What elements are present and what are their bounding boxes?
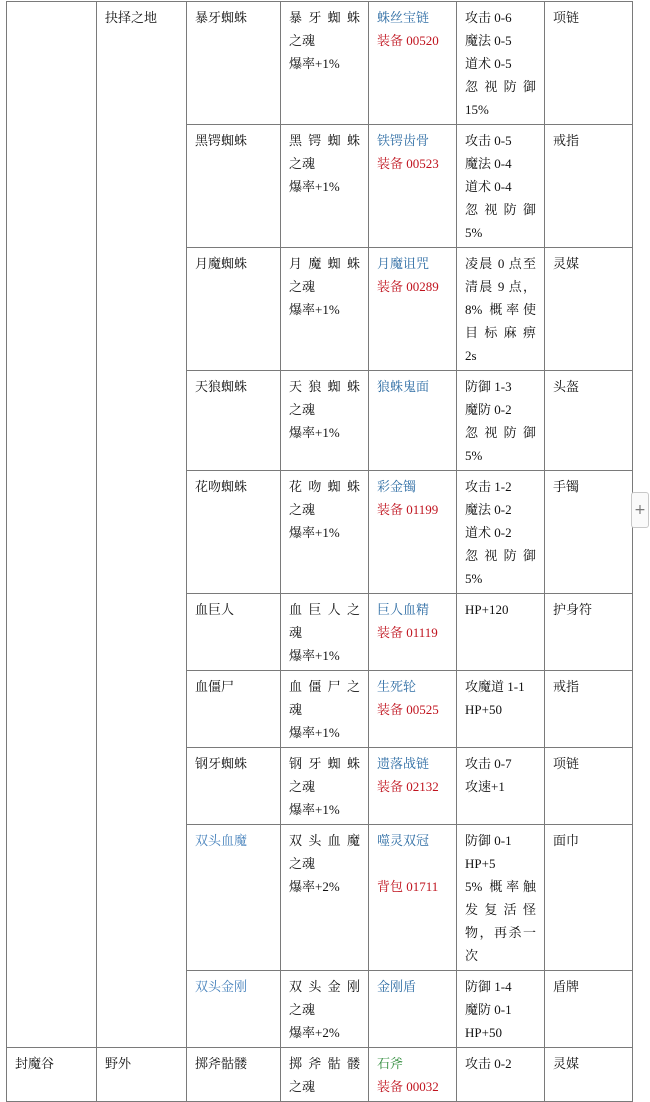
monster-cell — [187, 671, 281, 748]
attr-cell — [457, 248, 545, 371]
monster-name: 掷斧骷髅 — [195, 1056, 248, 1071]
region-cell: 封魔谷 — [7, 1048, 97, 1102]
attribute-line: HP+5 — [465, 856, 496, 871]
soul-item-line: 钢牙蜘蛛 — [289, 756, 360, 771]
attribute-line: HP+50 — [465, 702, 502, 717]
item-cell — [369, 248, 457, 371]
attribute-line: 魔防 0-2 — [465, 402, 512, 417]
monster-name: 双头金刚 — [195, 979, 248, 994]
attribute-line: 目标麻痹 — [465, 325, 536, 340]
soul-item-line: 之魂 — [289, 402, 316, 417]
attribute-line: 攻击 0-2 — [465, 1056, 512, 1071]
attribute-line: 物，再杀一 — [465, 925, 536, 940]
attribute-line: 忽视防御 — [465, 79, 536, 94]
attribute-line: 凌晨 0 点至 — [465, 256, 536, 271]
slot-cell: 手镯 — [545, 471, 633, 594]
soul-cell — [281, 248, 369, 371]
soul-cell — [281, 2, 369, 125]
region-cell — [7, 2, 97, 1048]
attribute-line: 8% 概率使 — [465, 302, 536, 317]
drop-item-name: 石斧 — [377, 1056, 404, 1071]
item-code: 装备 00525 — [377, 702, 439, 717]
drop-item-name: 蛛丝宝链 — [377, 10, 430, 25]
soul-item-line: 爆率+2% — [289, 879, 340, 894]
item-cell — [369, 594, 457, 671]
item-cell — [369, 1048, 457, 1102]
soul-item-line: 爆率+1% — [289, 802, 340, 817]
slot-cell: 项链 — [545, 2, 633, 125]
soul-item-line: 天狼蜘蛛 — [289, 379, 360, 394]
area-cell: 抉择之地 — [97, 2, 187, 1048]
attribute-line: 魔法 0-4 — [465, 156, 512, 171]
slot-cell: 戒指 — [545, 671, 633, 748]
attribute-line: 魔法 0-5 — [465, 33, 512, 48]
item-code: 背包 01711 — [377, 879, 439, 894]
soul-cell — [281, 825, 369, 971]
item-cell — [369, 671, 457, 748]
attribute-line: 15% — [465, 102, 489, 117]
drop-item-name: 月魔诅咒 — [377, 256, 430, 271]
attr-cell — [457, 825, 545, 971]
slot-cell: 项链 — [545, 748, 633, 825]
monster-name: 天狼蜘蛛 — [195, 379, 248, 394]
soul-item-line: 之魂 — [289, 1002, 316, 1017]
drop-item-name: 彩金镯 — [377, 479, 417, 494]
soul-item-line: 爆率+1% — [289, 425, 340, 440]
table-row — [7, 1048, 633, 1102]
item-cell — [369, 471, 457, 594]
soul-item-line: 之魂 — [289, 1079, 316, 1094]
slot-cell: 面巾 — [545, 825, 633, 971]
attribute-line: 发复活怪 — [465, 902, 536, 917]
drop-item-name: 噬灵双冠 — [377, 833, 430, 848]
item-cell — [369, 971, 457, 1048]
soul-item-line: 暴牙蜘蛛 — [289, 10, 360, 25]
attribute-line: 5% — [465, 571, 483, 586]
attribute-line: 攻击 0-5 — [465, 133, 512, 148]
attribute-line: 防御 0-1 — [465, 833, 512, 848]
area-cell: 野外 — [97, 1048, 187, 1102]
soul-cell — [281, 1048, 369, 1102]
attribute-line: 5% 概率触 — [465, 879, 536, 894]
attribute-line: HP+50 — [465, 1025, 502, 1040]
attr-cell — [457, 2, 545, 125]
attr-cell — [457, 371, 545, 471]
soul-item-line: 爆率+1% — [289, 179, 340, 194]
monster-cell — [187, 825, 281, 971]
item-code: 装备 01119 — [377, 625, 438, 640]
attribute-line: 清晨 9 点， — [465, 279, 536, 294]
item-cell — [369, 2, 457, 125]
drop-table — [6, 1, 633, 1102]
attribute-line: 道术 0-4 — [465, 179, 512, 194]
item-cell — [369, 748, 457, 825]
monster-cell — [187, 748, 281, 825]
attribute-line: 攻击 1-2 — [465, 479, 512, 494]
attribute-line: 忽视防御 — [465, 548, 536, 563]
soul-cell — [281, 971, 369, 1048]
item-cell — [369, 125, 457, 248]
drop-item-name: 铁锷齿骨 — [377, 133, 430, 148]
soul-item-line: 之魂 — [289, 502, 316, 517]
soul-item-line: 掷斧骷髅 — [289, 1056, 360, 1071]
table-row — [7, 2, 633, 125]
item-code: 装备 00289 — [377, 279, 439, 294]
attr-cell — [457, 1048, 545, 1102]
item-code: 装备 00520 — [377, 33, 439, 48]
monster-name: 月魔蜘蛛 — [195, 256, 248, 271]
soul-item-line: 之魂 — [289, 33, 316, 48]
attribute-line: 道术 0-2 — [465, 525, 512, 540]
soul-cell — [281, 671, 369, 748]
soul-item-line: 之魂 — [289, 856, 316, 871]
soul-item-line: 爆率+1% — [289, 56, 340, 71]
soul-cell — [281, 471, 369, 594]
attr-cell — [457, 748, 545, 825]
monster-cell — [187, 248, 281, 371]
soul-cell — [281, 594, 369, 671]
drop-item-name: 遗落战链 — [377, 756, 430, 771]
monster-name: 双头血魔 — [195, 833, 248, 848]
soul-item-line: 魂 — [289, 702, 303, 717]
item-code: 装备 00032 — [377, 1079, 439, 1094]
soul-item-line: 之魂 — [289, 779, 316, 794]
slot-cell: 灵媒 — [545, 248, 633, 371]
attribute-line: 忽视防御 — [465, 425, 536, 440]
soul-item-line: 魂 — [289, 625, 303, 640]
attribute-line: 防御 1-3 — [465, 379, 512, 394]
attribute-line: 攻速+1 — [465, 779, 505, 794]
monster-cell — [187, 594, 281, 671]
monster-name: 黑锷蜘蛛 — [195, 133, 248, 148]
expand-button[interactable]: + — [631, 492, 649, 528]
soul-item-line: 爆率+1% — [289, 302, 340, 317]
item-code: 装备 02132 — [377, 779, 439, 794]
slot-cell: 灵媒 — [545, 1048, 633, 1102]
monster-cell — [187, 971, 281, 1048]
attr-cell — [457, 125, 545, 248]
attribute-line: 5% — [465, 225, 483, 240]
monster-name: 血巨人 — [195, 602, 235, 617]
drop-item-name: 生死轮 — [377, 679, 417, 694]
attribute-line: 攻击 0-6 — [465, 10, 512, 25]
attribute-line: 攻击 0-7 — [465, 756, 512, 771]
soul-item-line: 血巨人之 — [289, 602, 360, 617]
soul-item-line: 爆率+1% — [289, 725, 340, 740]
soul-item-line: 黑锷蜘蛛 — [289, 133, 360, 148]
soul-item-line: 爆率+1% — [289, 525, 340, 540]
soul-cell — [281, 748, 369, 825]
attribute-line: 魔防 0-1 — [465, 1002, 512, 1017]
monster-name: 暴牙蜘蛛 — [195, 10, 248, 25]
soul-item-line: 血僵尸之 — [289, 679, 360, 694]
slot-cell: 戒指 — [545, 125, 633, 248]
item-cell — [369, 825, 457, 971]
attribute-line: 忽视防御 — [465, 202, 536, 217]
monster-cell — [187, 471, 281, 594]
attribute-line: 次 — [465, 948, 479, 963]
slot-cell: 护身符 — [545, 594, 633, 671]
attribute-line: 2s — [465, 348, 477, 363]
monster-name: 血僵尸 — [195, 679, 235, 694]
soul-item-line: 之魂 — [289, 156, 316, 171]
item-code: 装备 01199 — [377, 502, 439, 517]
soul-item-line: 花吻蜘蛛 — [289, 479, 360, 494]
attribute-line: 防御 1-4 — [465, 979, 512, 994]
monster-cell — [187, 1048, 281, 1102]
attribute-line: 道术 0-5 — [465, 56, 512, 71]
monster-cell — [187, 371, 281, 471]
attribute-line: 5% — [465, 448, 483, 463]
soul-cell — [281, 371, 369, 471]
monster-cell — [187, 2, 281, 125]
attribute-line: HP+120 — [465, 602, 509, 617]
monster-cell — [187, 125, 281, 248]
soul-item-line: 爆率+2% — [289, 1025, 340, 1040]
attribute-line: 攻魔道 1-1 — [465, 679, 525, 694]
attr-cell — [457, 471, 545, 594]
attr-cell — [457, 594, 545, 671]
slot-cell: 头盔 — [545, 371, 633, 471]
soul-item-line: 月魔蜘蛛 — [289, 256, 360, 271]
drop-item-name: 狼蛛鬼面 — [377, 379, 430, 394]
soul-item-line: 之魂 — [289, 279, 316, 294]
soul-item-line: 双头血魔 — [289, 833, 360, 848]
soul-cell — [281, 125, 369, 248]
attr-cell — [457, 671, 545, 748]
monster-name: 花吻蜘蛛 — [195, 479, 248, 494]
item-cell — [369, 371, 457, 471]
monster-name: 钢牙蜘蛛 — [195, 756, 248, 771]
drop-item-name: 金刚盾 — [377, 979, 417, 994]
item-code: 装备 00523 — [377, 156, 439, 171]
attribute-line: 魔法 0-2 — [465, 502, 512, 517]
slot-cell: 盾牌 — [545, 971, 633, 1048]
soul-item-line: 爆率+1% — [289, 648, 340, 663]
drop-item-name: 巨人血精 — [377, 602, 430, 617]
soul-item-line: 双头金刚 — [289, 979, 360, 994]
attr-cell — [457, 971, 545, 1048]
